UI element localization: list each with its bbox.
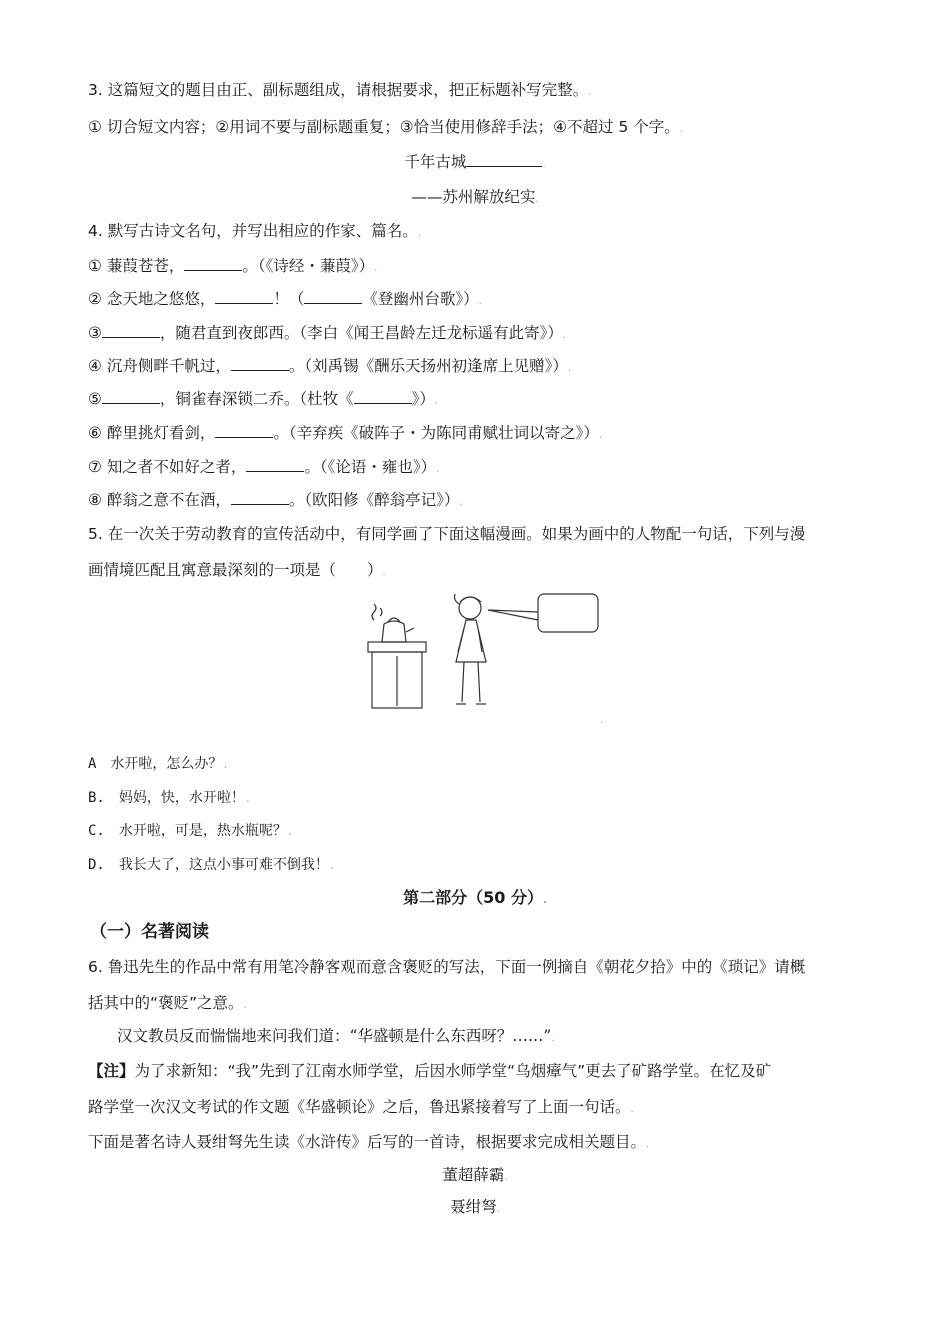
- steam: [372, 604, 376, 620]
- q4-item-4: ④ 沉舟侧畔千帆过， 。（刘禹锡《酬乐天扬州初逢席上见赠》）.: [88, 357, 572, 375]
- q4-item-5: ⑤ ，铜雀春深锁二乔。（杜牧《 》）.: [88, 390, 439, 408]
- q6-prompt-line1: 6. 鲁迅先生的作品中常有用笔冷静客观而意含褒贬的写法，下面一例摘自《朝花夕拾》中的《琐记》请概: [88, 958, 806, 976]
- q3-subtitle: ——苏州解放纪实.: [411, 188, 539, 206]
- q3-prompt: 3. 这篇短文的题目由正、副标题组成，请根据要求，把正标题补写完整。.: [88, 81, 592, 99]
- part2-heading: 第二部分（50 分）.: [403, 888, 547, 907]
- q3-requirements: ① 切合短文内容；②用词不要与副标题重复；③恰当使用修辞手法；④不超过 5 个字。.: [88, 118, 683, 136]
- q6-note-line2: 路学堂一次汉文考试的作文题《华盛顿论》之后，鲁迅紧接着写了上面一句话。.: [88, 1098, 634, 1116]
- answer-blank[interactable]: [231, 490, 289, 505]
- answer-blank[interactable]: [231, 356, 289, 371]
- poem-title: 董超薛霸.: [442, 1166, 508, 1184]
- answer-blank[interactable]: [184, 256, 242, 271]
- q6-prompt-line2: 括其中的“褒贬”之意。.: [88, 994, 247, 1012]
- kettle: [382, 621, 406, 642]
- option-b[interactable]: B. 妈妈，快，水开啦！.: [88, 790, 251, 806]
- answer-blank[interactable]: [102, 323, 160, 338]
- answer-blank[interactable]: [102, 389, 160, 404]
- q3-title-line: 千年古城 .: [404, 153, 546, 171]
- cartoon-girl-boiling-kettle: [360, 590, 610, 720]
- answer-blank[interactable]: [246, 457, 304, 472]
- poem-author: 聂绀弩.: [450, 1198, 500, 1216]
- q4-item-1: ① 蒹葭苍苍， 。（《诗经・蒹葭》）.: [88, 257, 378, 275]
- section-heading-classics: （一）名著阅读: [90, 922, 209, 942]
- q4-item-6: ⑥ 醉里挑灯看剑， 。（辛弃疾《破阵子・为陈同甫赋壮词以寄之》）.: [88, 424, 603, 442]
- q4-item-7: ⑦ 知之者不如好之者， 。（《论语・雍也》）.: [88, 458, 440, 476]
- title-answer-blank[interactable]: [466, 152, 542, 167]
- q5-prompt-line2: 画情境匹配且寓意最深刻的一项是（ ）.: [88, 561, 386, 579]
- option-d[interactable]: D. 我长大了，这点小事可难不倒我！.: [88, 857, 335, 873]
- speech-bubble: [538, 594, 598, 632]
- q4-item-8: ⑧ 醉翁之意不在酒， 。（欧阳修《醉翁亭记》）.: [88, 491, 463, 509]
- q6-note-line1: 【注】为了求新知：“我”先到了江南水师学堂，后因水师学堂“乌烟瘴气”更去了矿路学堂。在忆及矿: [88, 1062, 772, 1080]
- stove-top: [368, 642, 426, 652]
- q5-prompt-line1: 5. 在一次关于劳动教育的宣传活动中，有同学画了下面这幅漫画。如果为画中的人物配一句话，下列与漫: [88, 525, 806, 543]
- q4-item-2: ② 念天地之悠悠， ！（ 《登幽州台歌》）.: [88, 290, 482, 308]
- option-c[interactable]: C. 水开啦，可是，热水瓶呢？.: [88, 823, 293, 839]
- q6-intro: 下面是著名诗人聂绀弩先生读《水浒传》后写的一首诗，根据要求完成相关题目。.: [88, 1133, 650, 1151]
- author-blank[interactable]: [304, 289, 362, 304]
- q4-item-3: ③ ，随君直到夜郎西。（李白《闻王昌龄左迁龙标遥有此寄》）.: [88, 324, 567, 342]
- answer-blank[interactable]: [215, 423, 273, 438]
- answer-blank[interactable]: [215, 289, 273, 304]
- option-a[interactable]: A 水开啦，怎么办？.: [88, 756, 229, 772]
- title-blank[interactable]: [354, 389, 412, 404]
- q4-prompt: 4. 默写古诗文名句，并写出相应的作家、篇名。.: [88, 222, 421, 240]
- q6-quote: 汉文教员反而惴惴地来问我们道：“华盛顿是什么东西呀？……”.: [117, 1027, 555, 1045]
